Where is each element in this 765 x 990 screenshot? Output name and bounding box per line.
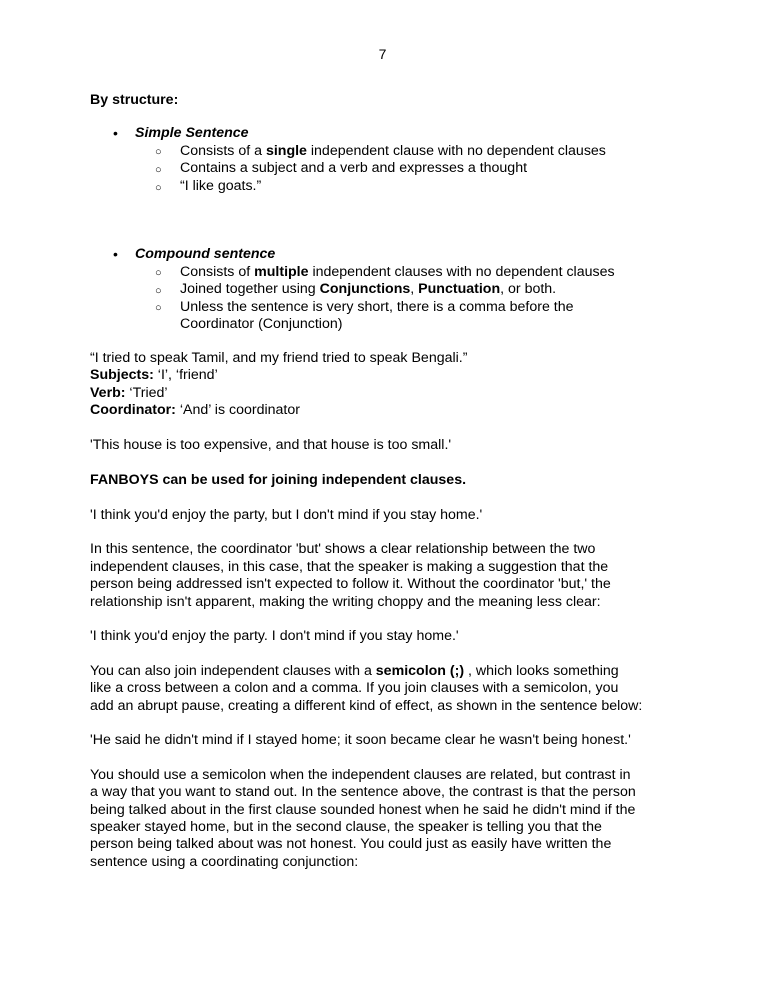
page-number: 7 [378,46,387,62]
paragraph-line: add an abrupt pause, creating a different kind of effect, as shown in the sentence below: [90,698,643,714]
paragraph-line: You should use a semicolon when the independent clauses are related, but contrast in [90,767,631,783]
example-sentence: 'I think you'd enjoy the party, but I don't mind if you stay home.' [90,507,483,523]
paragraph-line: being talked about in the first clause sounded honest when he said he didn't mind if the [90,802,636,818]
sub-bullet-mark: ○ [155,302,162,314]
subjects-line: Subjects: ‘I’, ‘friend’ [90,367,218,383]
paragraph-line: like a cross between a colon and a comma. If you join clauses with a semicolon, you [90,680,619,696]
paragraph-line: person being talked about was not honest. You could just as easily have written the [90,836,612,852]
simple-item-2: Contains a subject and a verb and expresses a thought [180,160,528,176]
fanboys-heading: FANBOYS can be used for joining independent clauses. [90,472,467,488]
simple-item-1: Consists of a single independent clause with no dependent clauses [180,143,606,159]
example-sentence: 'This house is too expensive, and that house is too small.' [90,437,452,453]
paragraph-line: independent clauses, in this case, that the speaker is making a suggestion that the [90,559,609,575]
paragraph-line: relationship isn't apparent, making the writing choppy and the meaning less clear: [90,594,601,610]
compound-item-3-line-2: Coordinator (Conjunction) [180,316,343,332]
paragraph-line: speaker stayed home, but in the second clause, the speaker is telling you that the [90,819,602,835]
sub-bullet-mark: ○ [155,182,162,194]
sub-bullet-mark: ○ [155,285,162,297]
paragraph-line: person being addressed isn't expected to follow it. Without the coordinator 'but,' the [90,576,611,592]
paragraph-line: a way that you want to stand out. In the sentence above, the contrast is that the person [90,784,636,800]
example-sentence: 'I think you'd enjoy the party. I don't mind if you stay home.' [90,628,459,644]
coordinator-line: Coordinator: ‘And’ is coordinator [90,402,300,418]
paragraph-line: sentence using a coordinating conjunction: [90,854,359,870]
sub-bullet-mark: ○ [155,146,162,158]
sub-bullet-mark: ○ [155,164,162,176]
simple-sentence-title: Simple Sentence [135,125,249,141]
compound-item-3-line-1: Unless the sentence is very short, there is a comma before the [180,299,574,315]
paragraph-line: In this sentence, the coordinator 'but' shows a clear relationship between the two [90,541,596,557]
compound-sentence-title: Compound sentence [135,246,276,262]
paragraph-line: You can also join independent clauses with a semicolon (;) , which looks something [90,663,619,679]
sub-bullet-mark: ○ [155,267,162,279]
compound-item-2: Joined together using Conjunctions, Punctuation, or both. [180,281,557,297]
bullet-dot: • [113,125,118,141]
bullet-dot: • [113,246,118,262]
simple-item-3: “I like goats.” [180,178,262,194]
section-heading: By structure: [90,92,179,108]
example-sentence: 'He said he didn't mind if I stayed home; it soon became clear he wasn't being honest.' [90,732,631,748]
example-sentence: “I tried to speak Tamil, and my friend tried to speak Bengali.” [90,350,468,366]
compound-item-1: Consists of multiple independent clauses with no dependent clauses [180,264,615,280]
verb-line: Verb: ‘Tried’ [90,385,168,401]
